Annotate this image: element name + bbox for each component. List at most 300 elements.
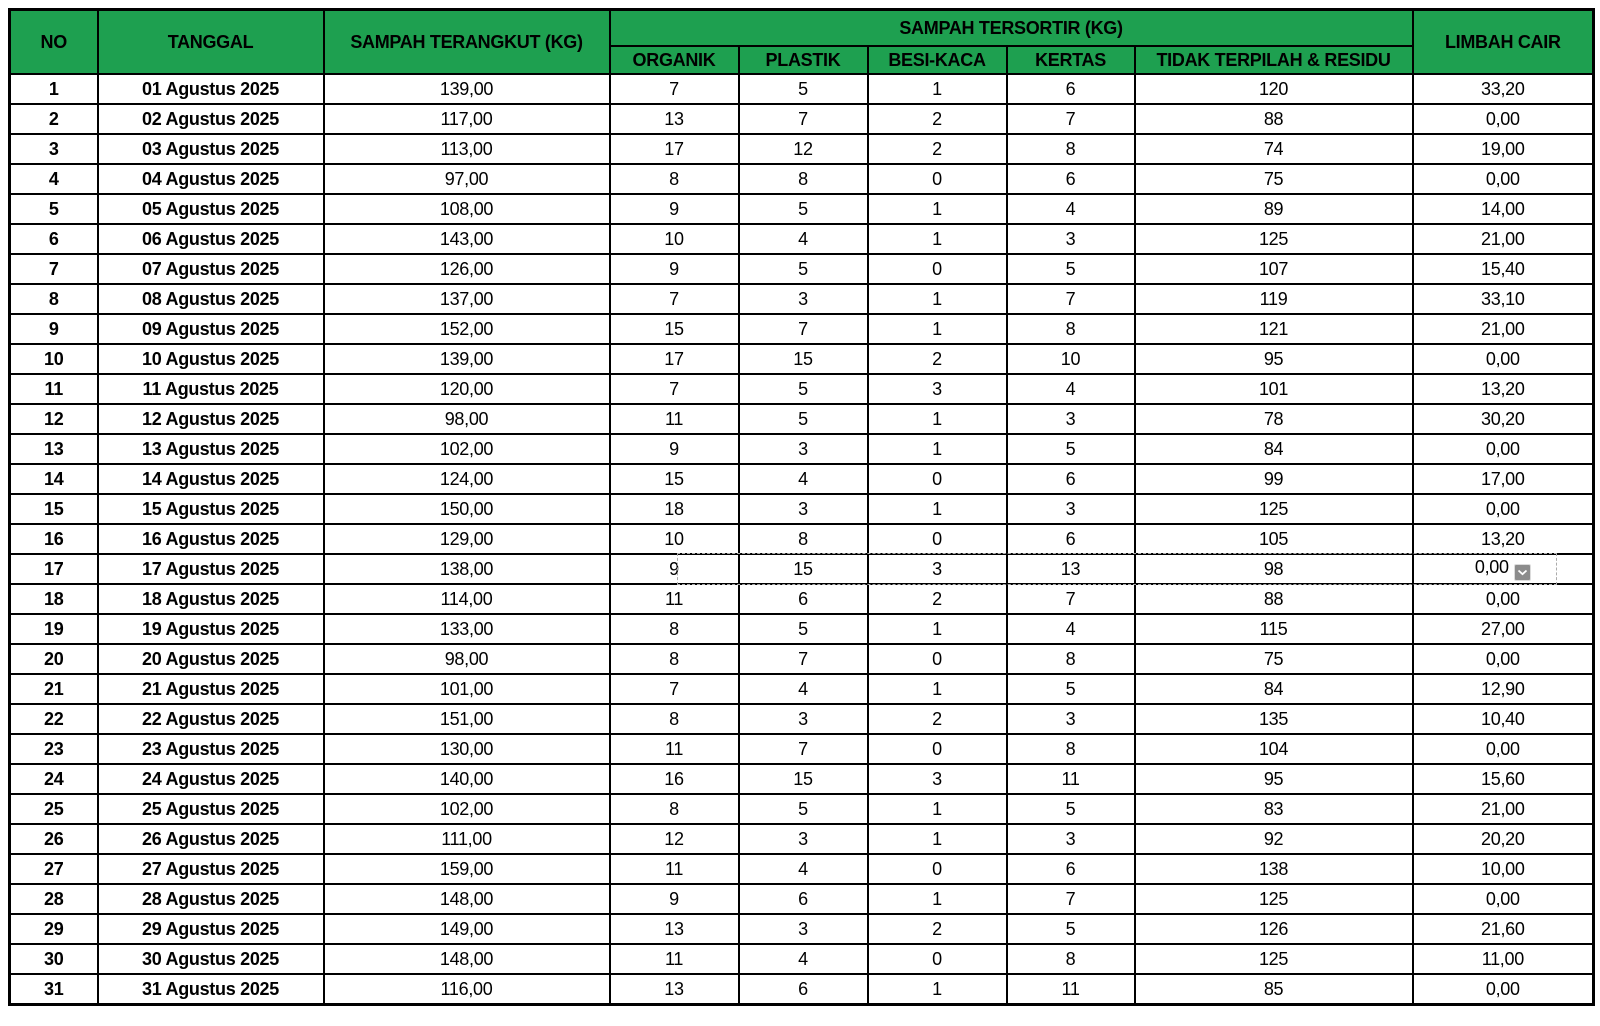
- cell-no[interactable]: 4: [10, 164, 98, 194]
- table-row: [10, 404, 1594, 434]
- cell-limbah-cair[interactable]: 10,40: [1413, 704, 1594, 734]
- cell-terangkut[interactable]: 108,00: [324, 194, 610, 224]
- cell-limbah-cair[interactable]: 10,00: [1413, 854, 1594, 884]
- cell-kertas[interactable]: 3: [1007, 494, 1135, 524]
- cell-tanggal[interactable]: 08 Agustus 2025: [98, 284, 324, 314]
- cell-terangkut[interactable]: 140,00: [324, 764, 610, 794]
- cell-kertas[interactable]: 13: [1007, 554, 1135, 584]
- cell-plastik[interactable]: 6: [739, 974, 868, 1005]
- cell-besi-kaca[interactable]: 0: [868, 464, 1007, 494]
- cell-kertas[interactable]: 11: [1007, 764, 1135, 794]
- cell-terangkut[interactable]: 102,00: [324, 794, 610, 824]
- cell-tidak-terpilah[interactable]: 121: [1135, 314, 1413, 344]
- cell-organik[interactable]: 8: [610, 614, 739, 644]
- cell-limbah-cair[interactable]: 13,20: [1413, 374, 1594, 404]
- cell-kertas[interactable]: 8: [1007, 944, 1135, 974]
- cell-organik[interactable]: 7: [610, 74, 739, 104]
- cell-no[interactable]: 11: [10, 374, 98, 404]
- cell-limbah-cair[interactable]: 33,10: [1413, 284, 1594, 314]
- cell-tanggal[interactable]: 12 Agustus 2025: [98, 404, 324, 434]
- cell-no[interactable]: 23: [10, 734, 98, 764]
- cell-limbah-cair[interactable]: 21,60: [1413, 914, 1594, 944]
- cell-limbah-cair[interactable]: 20,20: [1413, 824, 1594, 854]
- cell-besi-kaca[interactable]: 3: [868, 764, 1007, 794]
- cell-no[interactable]: 18: [10, 584, 98, 614]
- cell-plastik[interactable]: 4: [739, 944, 868, 974]
- header-sampah-terangkut: SAMPAH TERANGKUT (KG): [324, 10, 610, 75]
- cell-tanggal[interactable]: 11 Agustus 2025: [98, 374, 324, 404]
- cell-kertas[interactable]: 11: [1007, 974, 1135, 1005]
- cell-kertas[interactable]: 10: [1007, 344, 1135, 374]
- cell-limbah-cair[interactable]: 15,40: [1413, 254, 1594, 284]
- cell-tidak-terpilah[interactable]: 126: [1135, 914, 1413, 944]
- cell-terangkut[interactable]: 120,00: [324, 374, 610, 404]
- cell-no[interactable]: 13: [10, 434, 98, 464]
- cell-no[interactable]: 9: [10, 314, 98, 344]
- cell-limbah-cair[interactable]: 33,20: [1413, 74, 1594, 104]
- cell-kertas[interactable]: 4: [1007, 374, 1135, 404]
- cell-tanggal[interactable]: 10 Agustus 2025: [98, 344, 324, 374]
- cell-kertas[interactable]: 3: [1007, 404, 1135, 434]
- cell-tanggal[interactable]: 24 Agustus 2025: [98, 764, 324, 794]
- cell-tidak-terpilah[interactable]: 135: [1135, 704, 1413, 734]
- cell-terangkut[interactable]: 101,00: [324, 674, 610, 704]
- cell-tanggal[interactable]: 30 Agustus 2025: [98, 944, 324, 974]
- cell-tanggal[interactable]: 07 Agustus 2025: [98, 254, 324, 284]
- cell-kertas[interactable]: 8: [1007, 134, 1135, 164]
- cell-no[interactable]: 1: [10, 74, 98, 104]
- table-row: [10, 524, 1594, 554]
- cell-kertas[interactable]: 6: [1007, 524, 1135, 554]
- cell-plastik[interactable]: 6: [739, 884, 868, 914]
- cell-kertas[interactable]: 6: [1007, 164, 1135, 194]
- cell-besi-kaca[interactable]: 1: [868, 434, 1007, 464]
- cell-no[interactable]: 14: [10, 464, 98, 494]
- cell-kertas[interactable]: 7: [1007, 104, 1135, 134]
- cell-no[interactable]: 19: [10, 614, 98, 644]
- cell-plastik[interactable]: 5: [739, 614, 868, 644]
- cell-limbah-cair[interactable]: 0,00: [1413, 974, 1594, 1005]
- cell-organik[interactable]: 7: [610, 674, 739, 704]
- cell-tanggal[interactable]: 31 Agustus 2025: [98, 974, 324, 1005]
- cell-plastik[interactable]: 7: [739, 644, 868, 674]
- cell-limbah-cair[interactable]: 27,00: [1413, 614, 1594, 644]
- cell-no[interactable]: 25: [10, 794, 98, 824]
- cell-terangkut[interactable]: 124,00: [324, 464, 610, 494]
- table-row: [10, 224, 1594, 254]
- cell-limbah-cair[interactable]: 0,00: [1413, 434, 1594, 464]
- cell-besi-kaca[interactable]: 1: [868, 404, 1007, 434]
- table-row: [10, 194, 1594, 224]
- cell-organik[interactable]: 15: [610, 464, 739, 494]
- cell-kertas[interactable]: 7: [1007, 284, 1135, 314]
- cell-plastik[interactable]: 4: [739, 674, 868, 704]
- cell-limbah-cair[interactable]: 0,00: [1413, 884, 1594, 914]
- cell-no[interactable]: 5: [10, 194, 98, 224]
- cell-kertas[interactable]: 5: [1007, 914, 1135, 944]
- cell-tidak-terpilah[interactable]: 84: [1135, 674, 1413, 704]
- cell-tidak-terpilah[interactable]: 104: [1135, 734, 1413, 764]
- header-organik: ORGANIK: [610, 46, 739, 74]
- cell-terangkut[interactable]: 111,00: [324, 824, 610, 854]
- cell-terangkut[interactable]: 130,00: [324, 734, 610, 764]
- cell-tidak-terpilah[interactable]: 138: [1135, 854, 1413, 884]
- cell-besi-kaca[interactable]: 0: [868, 524, 1007, 554]
- cell-limbah-cair[interactable]: 0,00: [1413, 584, 1594, 614]
- cell-tanggal[interactable]: 15 Agustus 2025: [98, 494, 324, 524]
- cell-organik[interactable]: 7: [610, 284, 739, 314]
- cell-organik[interactable]: 11: [610, 944, 739, 974]
- cell-no[interactable]: 3: [10, 134, 98, 164]
- cell-organik[interactable]: 11: [610, 734, 739, 764]
- cell-besi-kaca[interactable]: 0: [868, 254, 1007, 284]
- cell-tanggal[interactable]: 17 Agustus 2025: [98, 554, 324, 584]
- cell-kertas[interactable]: 3: [1007, 824, 1135, 854]
- cell-tidak-terpilah[interactable]: 78: [1135, 404, 1413, 434]
- cell-tidak-terpilah[interactable]: 89: [1135, 194, 1413, 224]
- cell-terangkut[interactable]: 148,00: [324, 944, 610, 974]
- cell-tidak-terpilah[interactable]: 95: [1135, 344, 1413, 374]
- cell-limbah-cair[interactable]: 17,00: [1413, 464, 1594, 494]
- cell-limbah-cair[interactable]: 13,20: [1413, 524, 1594, 554]
- cell-plastik[interactable]: 3: [739, 284, 868, 314]
- cell-tidak-terpilah[interactable]: 84: [1135, 434, 1413, 464]
- cell-terangkut[interactable]: 102,00: [324, 434, 610, 464]
- cell-kertas[interactable]: 8: [1007, 734, 1135, 764]
- table-row: [10, 764, 1594, 794]
- cell-besi-kaca[interactable]: 1: [868, 974, 1007, 1005]
- cell-tidak-terpilah[interactable]: 125: [1135, 224, 1413, 254]
- cell-kertas[interactable]: 5: [1007, 674, 1135, 704]
- cell-terangkut[interactable]: 139,00: [324, 74, 610, 104]
- cell-tidak-terpilah[interactable]: 88: [1135, 104, 1413, 134]
- cell-kertas[interactable]: 4: [1007, 194, 1135, 224]
- cell-tanggal[interactable]: 23 Agustus 2025: [98, 734, 324, 764]
- cell-besi-kaca[interactable]: 1: [868, 494, 1007, 524]
- table-row: [10, 944, 1594, 974]
- cell-kertas[interactable]: 8: [1007, 314, 1135, 344]
- cell-limbah-cair[interactable]: 12,90: [1413, 674, 1594, 704]
- cell-tanggal[interactable]: 14 Agustus 2025: [98, 464, 324, 494]
- cell-plastik[interactable]: 8: [739, 524, 868, 554]
- cell-no[interactable]: 16: [10, 524, 98, 554]
- cell-plastik[interactable]: 15: [739, 764, 868, 794]
- cell-organik[interactable]: 9: [610, 434, 739, 464]
- cell-tidak-terpilah[interactable]: 83: [1135, 794, 1413, 824]
- cell-tidak-terpilah[interactable]: 115: [1135, 614, 1413, 644]
- cell-tidak-terpilah[interactable]: 95: [1135, 764, 1413, 794]
- cell-tidak-terpilah[interactable]: 98: [1135, 554, 1413, 584]
- cell-plastik[interactable]: 5: [739, 194, 868, 224]
- cell-organik[interactable]: 11: [610, 854, 739, 884]
- cell-tidak-terpilah[interactable]: 85: [1135, 974, 1413, 1005]
- table-row: [10, 614, 1594, 644]
- cell-terangkut[interactable]: 113,00: [324, 134, 610, 164]
- cell-limbah-cair[interactable]: 21,00: [1413, 794, 1594, 824]
- cell-plastik[interactable]: 7: [739, 104, 868, 134]
- table-row: [10, 974, 1594, 1005]
- cell-tidak-terpilah[interactable]: 99: [1135, 464, 1413, 494]
- cell-terangkut[interactable]: 138,00: [324, 554, 610, 584]
- cell-organik[interactable]: 8: [610, 794, 739, 824]
- cell-plastik[interactable]: 5: [739, 404, 868, 434]
- cell-plastik[interactable]: 4: [739, 854, 868, 884]
- cell-terangkut[interactable]: 139,00: [324, 344, 610, 374]
- cell-tanggal[interactable]: 21 Agustus 2025: [98, 674, 324, 704]
- cell-terangkut[interactable]: 143,00: [324, 224, 610, 254]
- cell-besi-kaca[interactable]: 1: [868, 794, 1007, 824]
- cell-plastik[interactable]: 3: [739, 914, 868, 944]
- cell-kertas[interactable]: 6: [1007, 74, 1135, 104]
- cell-no[interactable]: 24: [10, 764, 98, 794]
- cell-limbah-cair[interactable]: 0,00: [1413, 104, 1594, 134]
- cell-tanggal[interactable]: 18 Agustus 2025: [98, 584, 324, 614]
- cell-organik[interactable]: 9: [610, 554, 739, 584]
- cell-tidak-terpilah[interactable]: 105: [1135, 524, 1413, 554]
- cell-tidak-terpilah[interactable]: 75: [1135, 164, 1413, 194]
- cell-limbah-cair[interactable]: 0,00: [1413, 164, 1594, 194]
- cell-tanggal[interactable]: 26 Agustus 2025: [98, 824, 324, 854]
- cell-plastik[interactable]: 8: [739, 164, 868, 194]
- cell-terangkut[interactable]: 126,00: [324, 254, 610, 284]
- cell-tanggal[interactable]: 20 Agustus 2025: [98, 644, 324, 674]
- cell-besi-kaca[interactable]: 1: [868, 674, 1007, 704]
- cell-terangkut[interactable]: 151,00: [324, 704, 610, 734]
- table-row: [10, 794, 1594, 824]
- cell-plastik[interactable]: 7: [739, 314, 868, 344]
- cell-besi-kaca[interactable]: 1: [868, 314, 1007, 344]
- cell-terangkut[interactable]: 159,00: [324, 854, 610, 884]
- cell-besi-kaca[interactable]: 1: [868, 74, 1007, 104]
- cell-organik[interactable]: 13: [610, 914, 739, 944]
- cell-plastik[interactable]: 4: [739, 224, 868, 254]
- cell-no[interactable]: 31: [10, 974, 98, 1005]
- cell-no[interactable]: 27: [10, 854, 98, 884]
- cell-kertas[interactable]: 5: [1007, 794, 1135, 824]
- cell-plastik[interactable]: 5: [739, 794, 868, 824]
- cell-no[interactable]: 26: [10, 824, 98, 854]
- cell-terangkut[interactable]: 114,00: [324, 584, 610, 614]
- cell-plastik[interactable]: 6: [739, 584, 868, 614]
- cell-kertas[interactable]: 8: [1007, 644, 1135, 674]
- cell-no[interactable]: 21: [10, 674, 98, 704]
- cell-organik[interactable]: 16: [610, 764, 739, 794]
- header-tidak-terpilah-residu: TIDAK TERPILAH & RESIDU: [1135, 46, 1413, 74]
- cell-limbah-cair[interactable]: 21,00: [1413, 224, 1594, 254]
- cell-limbah-cair[interactable]: 0,00: [1413, 734, 1594, 764]
- table-row: [10, 674, 1594, 704]
- cell-no[interactable]: 6: [10, 224, 98, 254]
- cell-terangkut[interactable]: 97,00: [324, 164, 610, 194]
- cell-plastik[interactable]: 4: [739, 464, 868, 494]
- cell-tanggal[interactable]: 25 Agustus 2025: [98, 794, 324, 824]
- cell-no[interactable]: 12: [10, 404, 98, 434]
- cell-terangkut[interactable]: 98,00: [324, 644, 610, 674]
- cell-tidak-terpilah[interactable]: 88: [1135, 584, 1413, 614]
- cell-tidak-terpilah[interactable]: 125: [1135, 884, 1413, 914]
- cell-organik[interactable]: 9: [610, 884, 739, 914]
- cell-tanggal[interactable]: 19 Agustus 2025: [98, 614, 324, 644]
- cell-no[interactable]: 10: [10, 344, 98, 374]
- cell-limbah-cair[interactable]: 15,60: [1413, 764, 1594, 794]
- cell-no[interactable]: 30: [10, 944, 98, 974]
- cell-tidak-terpilah[interactable]: 125: [1135, 944, 1413, 974]
- cell-besi-kaca[interactable]: 0: [868, 734, 1007, 764]
- cell-tidak-terpilah[interactable]: 74: [1135, 134, 1413, 164]
- cell-organik[interactable]: 18: [610, 494, 739, 524]
- cell-limbah-cair[interactable]: 19,00: [1413, 134, 1594, 164]
- cell-organik[interactable]: 13: [610, 974, 739, 1005]
- cell-organik[interactable]: 8: [610, 644, 739, 674]
- cell-besi-kaca[interactable]: 2: [868, 914, 1007, 944]
- cell-limbah-cair[interactable]: 0,00: [1413, 644, 1594, 674]
- table-row: [10, 494, 1594, 524]
- cell-besi-kaca[interactable]: 1: [868, 224, 1007, 254]
- cell-terangkut[interactable]: 117,00: [324, 104, 610, 134]
- table-body: [10, 74, 1594, 1005]
- cell-organik[interactable]: 8: [610, 164, 739, 194]
- cell-besi-kaca[interactable]: 1: [868, 824, 1007, 854]
- table-row: [10, 74, 1594, 104]
- cell-besi-kaca[interactable]: 1: [868, 284, 1007, 314]
- cell-no[interactable]: 28: [10, 884, 98, 914]
- cell-plastik[interactable]: 7: [739, 734, 868, 764]
- cell-no[interactable]: 20: [10, 644, 98, 674]
- cell-tanggal[interactable]: 09 Agustus 2025: [98, 314, 324, 344]
- cell-besi-kaca[interactable]: 0: [868, 164, 1007, 194]
- cell-plastik[interactable]: 15: [739, 554, 868, 584]
- cell-tanggal[interactable]: 05 Agustus 2025: [98, 194, 324, 224]
- cell-tanggal[interactable]: 16 Agustus 2025: [98, 524, 324, 554]
- cell-terangkut[interactable]: 133,00: [324, 614, 610, 644]
- cell-besi-kaca[interactable]: 2: [868, 584, 1007, 614]
- cell-plastik[interactable]: 3: [739, 434, 868, 464]
- cell-kertas[interactable]: 6: [1007, 464, 1135, 494]
- cell-no[interactable]: 22: [10, 704, 98, 734]
- cell-organik[interactable]: 10: [610, 224, 739, 254]
- cell-organik[interactable]: 8: [610, 704, 739, 734]
- cell-terangkut[interactable]: 152,00: [324, 314, 610, 344]
- cell-plastik[interactable]: 15: [739, 344, 868, 374]
- cell-besi-kaca[interactable]: 3: [868, 554, 1007, 584]
- cell-limbah-cair[interactable]: 11,00: [1413, 944, 1594, 974]
- cell-besi-kaca[interactable]: 0: [868, 644, 1007, 674]
- cell-besi-kaca[interactable]: 0: [868, 944, 1007, 974]
- cell-limbah-cair[interactable]: 0,00: [1413, 554, 1594, 584]
- validation-dropdown-button[interactable]: [1514, 564, 1531, 581]
- cell-tanggal[interactable]: 04 Agustus 2025: [98, 164, 324, 194]
- cell-kertas[interactable]: 5: [1007, 434, 1135, 464]
- cell-organik[interactable]: 15: [610, 314, 739, 344]
- cell-organik[interactable]: 13: [610, 104, 739, 134]
- cell-besi-kaca[interactable]: 3: [868, 374, 1007, 404]
- cell-kertas[interactable]: 7: [1007, 584, 1135, 614]
- cell-besi-kaca[interactable]: 2: [868, 704, 1007, 734]
- cell-no[interactable]: 7: [10, 254, 98, 284]
- cell-kertas[interactable]: 7: [1007, 884, 1135, 914]
- cell-kertas[interactable]: 3: [1007, 224, 1135, 254]
- cell-organik[interactable]: 11: [610, 584, 739, 614]
- cell-no[interactable]: 17: [10, 554, 98, 584]
- cell-organik[interactable]: 9: [610, 194, 739, 224]
- cell-tanggal[interactable]: 22 Agustus 2025: [98, 704, 324, 734]
- cell-plastik[interactable]: 5: [739, 374, 868, 404]
- cell-plastik[interactable]: 5: [739, 254, 868, 284]
- cell-besi-kaca[interactable]: 2: [868, 344, 1007, 374]
- cell-tanggal[interactable]: 29 Agustus 2025: [98, 914, 324, 944]
- cell-plastik[interactable]: 5: [739, 74, 868, 104]
- cell-tidak-terpilah[interactable]: 92: [1135, 824, 1413, 854]
- cell-besi-kaca[interactable]: 2: [868, 104, 1007, 134]
- cell-no[interactable]: 2: [10, 104, 98, 134]
- cell-organik[interactable]: 9: [610, 254, 739, 284]
- cell-besi-kaca[interactable]: 0: [868, 854, 1007, 884]
- cell-tidak-terpilah[interactable]: 119: [1135, 284, 1413, 314]
- cell-terangkut[interactable]: 148,00: [324, 884, 610, 914]
- cell-limbah-cair[interactable]: 21,00: [1413, 314, 1594, 344]
- cell-besi-kaca[interactable]: 1: [868, 614, 1007, 644]
- cell-tidak-terpilah[interactable]: 125: [1135, 494, 1413, 524]
- cell-tanggal[interactable]: 28 Agustus 2025: [98, 884, 324, 914]
- table-row: [10, 284, 1594, 314]
- cell-organik[interactable]: 12: [610, 824, 739, 854]
- cell-plastik[interactable]: 12: [739, 134, 868, 164]
- cell-tanggal[interactable]: 01 Agustus 2025: [98, 74, 324, 104]
- cell-no[interactable]: 8: [10, 284, 98, 314]
- cell-limbah-cair[interactable]: 30,20: [1413, 404, 1594, 434]
- cell-plastik[interactable]: 3: [739, 494, 868, 524]
- cell-terangkut[interactable]: 150,00: [324, 494, 610, 524]
- cell-besi-kaca[interactable]: 1: [868, 194, 1007, 224]
- cell-organik[interactable]: 17: [610, 134, 739, 164]
- cell-plastik[interactable]: 3: [739, 704, 868, 734]
- cell-limbah-cair[interactable]: 14,00: [1413, 194, 1594, 224]
- cell-no[interactable]: 15: [10, 494, 98, 524]
- cell-kertas[interactable]: 4: [1007, 614, 1135, 644]
- cell-tidak-terpilah[interactable]: 120: [1135, 74, 1413, 104]
- cell-tanggal[interactable]: 27 Agustus 2025: [98, 854, 324, 884]
- cell-tidak-terpilah[interactable]: 107: [1135, 254, 1413, 284]
- cell-tidak-terpilah[interactable]: 75: [1135, 644, 1413, 674]
- cell-tidak-terpilah[interactable]: 101: [1135, 374, 1413, 404]
- cell-kertas[interactable]: 3: [1007, 704, 1135, 734]
- table-header: [10, 10, 1594, 75]
- cell-tanggal[interactable]: 13 Agustus 2025: [98, 434, 324, 464]
- cell-terangkut[interactable]: 98,00: [324, 404, 610, 434]
- cell-terangkut[interactable]: 137,00: [324, 284, 610, 314]
- cell-organik[interactable]: 17: [610, 344, 739, 374]
- cell-besi-kaca[interactable]: 2: [868, 134, 1007, 164]
- cell-organik[interactable]: 10: [610, 524, 739, 554]
- cell-limbah-cair[interactable]: 0,00: [1413, 494, 1594, 524]
- cell-terangkut[interactable]: 129,00: [324, 524, 610, 554]
- cell-terangkut[interactable]: 149,00: [324, 914, 610, 944]
- cell-tanggal[interactable]: 03 Agustus 2025: [98, 134, 324, 164]
- cell-limbah-cair[interactable]: 0,00: [1413, 344, 1594, 374]
- cell-kertas[interactable]: 5: [1007, 254, 1135, 284]
- cell-organik[interactable]: 11: [610, 404, 739, 434]
- cell-plastik[interactable]: 3: [739, 824, 868, 854]
- cell-no[interactable]: 29: [10, 914, 98, 944]
- cell-tanggal[interactable]: 06 Agustus 2025: [98, 224, 324, 254]
- cell-terangkut[interactable]: 116,00: [324, 974, 610, 1005]
- cell-organik[interactable]: 7: [610, 374, 739, 404]
- header-limbah-cair: LIMBAH CAIR: [1413, 10, 1594, 75]
- header-besi-kaca: BESI-KACA: [868, 46, 1007, 74]
- cell-besi-kaca[interactable]: 1: [868, 884, 1007, 914]
- cell-kertas[interactable]: 6: [1007, 854, 1135, 884]
- cell-tanggal[interactable]: 02 Agustus 2025: [98, 104, 324, 134]
